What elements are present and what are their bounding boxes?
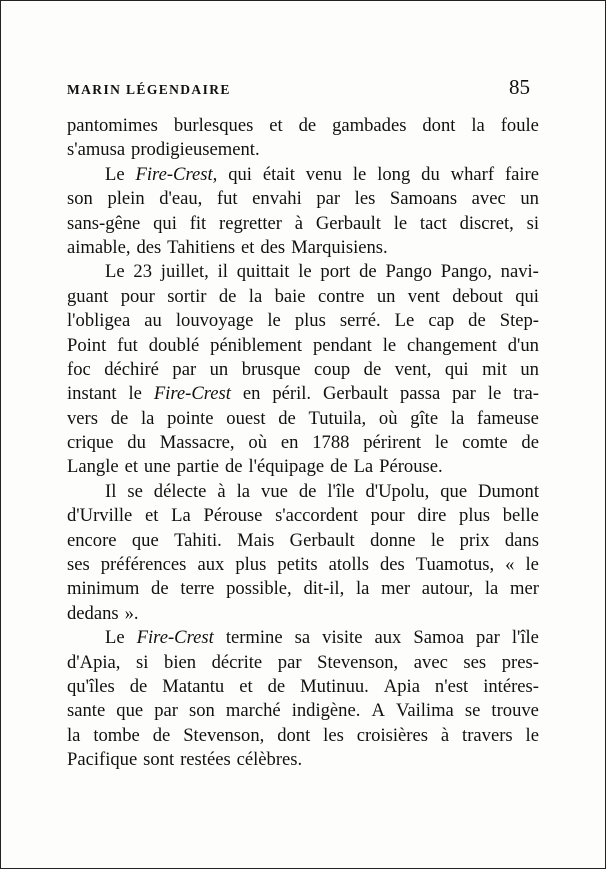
word: la [471, 115, 485, 136]
word: où [378, 407, 398, 429]
text-line [67, 358, 539, 382]
word: mer [381, 578, 411, 600]
word: le [487, 383, 502, 405]
word: sortir [167, 285, 207, 307]
word: encore [67, 529, 117, 551]
word: restées [180, 749, 231, 771]
word: Vailima [395, 700, 454, 722]
text-line [67, 260, 539, 284]
word: avec [471, 188, 506, 210]
word: et [145, 505, 159, 527]
word: termine [225, 627, 283, 649]
word: qui [515, 285, 539, 307]
word: tra- [513, 383, 539, 405]
text-line [67, 577, 539, 601]
word: coup [314, 358, 351, 380]
word: 1788 [312, 432, 350, 454]
word: péril. [272, 383, 312, 405]
word: où [248, 432, 267, 454]
word: Point [67, 334, 107, 356]
word: à [440, 724, 450, 746]
word: cap [428, 310, 455, 332]
word: Pango [385, 261, 432, 283]
italic-ship-name: Fire-Crest [153, 383, 231, 405]
word: des [136, 236, 162, 258]
running-title: MARIN LÉGENDAIRE [67, 82, 231, 97]
word: qui [444, 358, 469, 380]
word: les [354, 188, 376, 210]
text-line [67, 480, 539, 504]
word: atolls [328, 554, 369, 576]
word [136, 163, 218, 187]
word: le [525, 724, 539, 746]
word: Le [105, 627, 125, 649]
word: si [526, 212, 539, 234]
word: discret, [459, 212, 514, 234]
word: de [468, 310, 486, 332]
word: fut [117, 334, 138, 356]
word: que [131, 529, 159, 551]
word: quittait [236, 261, 290, 283]
word: plus [294, 310, 326, 332]
word: au [144, 310, 162, 332]
word: minimum [67, 578, 140, 600]
word: Tahiti. [174, 529, 222, 551]
text-line [67, 407, 539, 431]
word: par [277, 651, 302, 673]
word: sont [143, 749, 175, 771]
word: contre [317, 285, 365, 307]
word: louvoyage [175, 310, 254, 332]
text-line [67, 212, 539, 236]
word: Marquisiens. [291, 236, 388, 258]
word: d'un [507, 334, 539, 356]
word: un [520, 188, 539, 210]
word: donne [370, 529, 416, 551]
word: d'Urville [67, 505, 133, 527]
text-line [67, 699, 539, 723]
word: le [393, 212, 408, 234]
word: de [278, 407, 296, 429]
word: Langle [67, 456, 119, 478]
word: son [189, 700, 215, 722]
word: l'équipage [248, 456, 325, 478]
word: de [129, 675, 148, 697]
word: l'île [511, 627, 539, 649]
word: Le [105, 261, 125, 283]
body-text [67, 114, 539, 773]
italic-ship-name: Fire-Crest [136, 627, 214, 649]
word: qui [153, 212, 177, 234]
word: la [248, 285, 263, 307]
word: de [110, 407, 129, 429]
word: aux [374, 627, 402, 649]
word: la [484, 578, 499, 600]
text-line [67, 602, 539, 626]
word: par [172, 358, 197, 380]
word: célèbres. [236, 749, 303, 771]
word: vent [407, 285, 440, 307]
word: s'accordent [275, 505, 358, 527]
word: de [224, 456, 243, 478]
word: prix [459, 529, 490, 551]
text-line [67, 748, 539, 772]
word: passa [399, 383, 441, 405]
word: tombe [93, 724, 140, 746]
word: le [525, 554, 539, 576]
word: serré. [339, 310, 381, 332]
word: le [352, 163, 367, 185]
word: il [217, 261, 228, 283]
word: Stevenson, [317, 651, 399, 673]
word: changement [407, 334, 497, 356]
word: dans [504, 529, 539, 551]
word: de [330, 456, 348, 478]
text-line [67, 382, 539, 406]
word: mit [482, 358, 507, 380]
word: marché [225, 700, 281, 722]
word: de [298, 480, 317, 502]
word: pour [370, 505, 405, 527]
text-line [67, 553, 539, 577]
word: l'obligea [67, 310, 131, 332]
word: Tutuila, [308, 407, 367, 429]
word: prodigieusement. [131, 139, 260, 161]
word: fit [189, 212, 207, 234]
word: la [236, 480, 251, 502]
word: aimable, [67, 236, 131, 258]
text-line [67, 334, 539, 358]
word: le [382, 334, 397, 356]
text-line [67, 138, 539, 162]
word: dire [417, 505, 447, 527]
word: Mutinuu. [300, 675, 369, 697]
word: guant [67, 285, 109, 307]
word: gîte [410, 407, 439, 429]
word: de [218, 285, 237, 307]
word: d'Upolu, [365, 480, 430, 502]
word: et [269, 115, 283, 136]
word [137, 626, 214, 650]
word: dont [277, 724, 311, 746]
word: la [450, 407, 465, 429]
word: le [298, 261, 312, 283]
word: Matantu [162, 675, 225, 697]
word: Gerbault [289, 529, 355, 551]
word: de [298, 115, 317, 136]
word: foc [67, 358, 91, 380]
word: dont [422, 115, 456, 136]
word: qu'îles [67, 675, 115, 697]
word: Stevenson, [183, 724, 265, 746]
word: partie [176, 456, 220, 478]
word: regretter [219, 212, 282, 234]
word: un [376, 285, 396, 307]
page-number: 85 [509, 75, 530, 99]
text-line [67, 724, 539, 748]
word: dit-il, [303, 578, 345, 600]
word: Samoa [413, 627, 464, 649]
word: de [359, 261, 377, 283]
word: le [434, 432, 449, 454]
word: instant [67, 383, 117, 405]
word: debout [452, 285, 503, 307]
word: croisières [356, 724, 428, 746]
word: envahi [252, 188, 302, 210]
word: péniblement [210, 334, 303, 356]
word: pour [120, 285, 155, 307]
text-line [67, 431, 539, 455]
word: que [116, 700, 144, 722]
text-line [67, 675, 539, 699]
text-line [67, 626, 539, 650]
word: Samoans [389, 188, 458, 210]
word: du [127, 432, 146, 454]
word: faire [504, 163, 539, 185]
text-line [67, 455, 539, 479]
word: Massacre, [159, 432, 235, 454]
text-line [67, 114, 539, 138]
word: si [136, 651, 149, 673]
word: se [127, 480, 143, 502]
text-line [67, 187, 539, 211]
word: Le [105, 163, 125, 185]
word: vue [261, 480, 288, 502]
word: qui [228, 163, 252, 185]
word: visite [322, 627, 363, 649]
word: était [262, 163, 295, 185]
word: un [209, 358, 229, 380]
word: par [316, 188, 341, 210]
word: trouve [491, 700, 539, 722]
word: Dumont [478, 480, 539, 502]
word: plus [235, 554, 267, 576]
word: fameuse [476, 407, 539, 429]
word: l'île [327, 480, 355, 502]
word: s'amusa [67, 139, 126, 161]
word: avec [413, 651, 448, 673]
word: Apia [383, 675, 420, 697]
word: burlesques [173, 115, 254, 136]
word: travers [462, 724, 513, 746]
word: de [521, 432, 539, 454]
word: par [452, 383, 476, 405]
word: baie [274, 285, 306, 307]
word: que [440, 480, 468, 502]
word: Pacifique [67, 749, 138, 771]
word: et [241, 236, 255, 258]
word: la [67, 724, 81, 746]
word: aux [197, 554, 225, 576]
word: Step- [499, 310, 539, 332]
word: la [355, 578, 370, 600]
word: ses [463, 651, 487, 673]
word: mer [510, 578, 539, 600]
word: Pérouse [203, 505, 263, 527]
word: Pango, [440, 261, 492, 283]
word: de [363, 358, 382, 380]
word: Tahitiens [167, 236, 236, 258]
word: et [239, 675, 253, 697]
word: Tuamotus, [415, 554, 495, 576]
word: doublé [148, 334, 200, 356]
word: sans-gêne [67, 212, 141, 234]
word: d'Apia, [67, 651, 121, 673]
word: son [67, 188, 93, 210]
word: dedans [67, 602, 119, 624]
word: Mais [237, 529, 275, 551]
word: fut [216, 188, 238, 210]
word: déchiré [104, 358, 159, 380]
word: ouest [226, 407, 266, 429]
word: le [267, 310, 281, 332]
text-line [67, 163, 539, 187]
word: long [377, 163, 411, 185]
text-line [67, 529, 539, 553]
word: pointe [167, 407, 214, 429]
word: tact [419, 212, 447, 234]
word [154, 382, 231, 406]
word: plus [459, 505, 491, 527]
word: petits [277, 554, 318, 576]
word: Gerbault [315, 212, 381, 234]
word: ». [124, 602, 139, 624]
word: Gerbault [322, 383, 389, 405]
word: décrite [211, 651, 263, 673]
text-line [67, 651, 539, 675]
word: Il [105, 480, 117, 502]
word: périrent [363, 432, 422, 454]
word: bien [164, 651, 197, 673]
word: belle [502, 505, 539, 527]
word: « [505, 554, 515, 576]
word: comte [462, 432, 508, 454]
word: indigène. [291, 700, 361, 722]
word: des [260, 236, 286, 258]
word: à [294, 212, 304, 234]
word: la [140, 407, 155, 429]
word: pendant [312, 334, 372, 356]
word: navi- [500, 261, 539, 283]
word: pantomimes [67, 115, 158, 136]
word: à [217, 480, 226, 502]
word: terre [180, 578, 215, 600]
word: gambades [332, 115, 407, 136]
word: A [371, 700, 385, 722]
word: des [379, 554, 405, 576]
word: une [143, 456, 171, 478]
word: ses [67, 554, 90, 576]
word: d'eau, [159, 188, 203, 210]
word: crique [67, 432, 114, 454]
word: délecte [153, 480, 207, 502]
word: par [476, 627, 500, 649]
word: juillet, [160, 261, 209, 283]
text-line [67, 309, 539, 333]
word: possible, [226, 578, 292, 600]
word: les [323, 724, 344, 746]
text-line [67, 285, 539, 309]
word: sante [67, 700, 106, 722]
word: par [154, 700, 178, 722]
word: port [320, 261, 351, 283]
text-line [67, 504, 539, 528]
word: de [267, 675, 286, 697]
word: intéres- [483, 675, 539, 697]
word: 23 [133, 261, 152, 283]
word: La [353, 456, 374, 478]
word: et [124, 456, 138, 478]
word: en [242, 383, 261, 405]
word: pres- [501, 651, 539, 673]
word: vent, [394, 358, 432, 380]
italic-ship-name: Fire-Crest, [135, 163, 218, 185]
word: La [171, 505, 191, 527]
word: Le [394, 310, 415, 332]
word: wharf [450, 163, 495, 185]
word: autour, [421, 578, 474, 600]
word: brusque [241, 358, 301, 380]
word: un [520, 358, 539, 380]
word: plein [107, 188, 145, 210]
word: de [151, 578, 169, 600]
word: vers [67, 407, 98, 429]
word: en [280, 432, 299, 454]
word: préférences [100, 554, 187, 576]
word: du [421, 163, 440, 185]
word: venu [305, 163, 342, 185]
word: sa [294, 627, 311, 649]
text-line [67, 236, 539, 260]
word: n'est [434, 675, 469, 697]
word: le [430, 529, 445, 551]
word: Pérouse. [379, 456, 443, 478]
word: se [464, 700, 481, 722]
word: de [152, 724, 171, 746]
word: le [128, 383, 142, 405]
word: foule [500, 115, 539, 136]
